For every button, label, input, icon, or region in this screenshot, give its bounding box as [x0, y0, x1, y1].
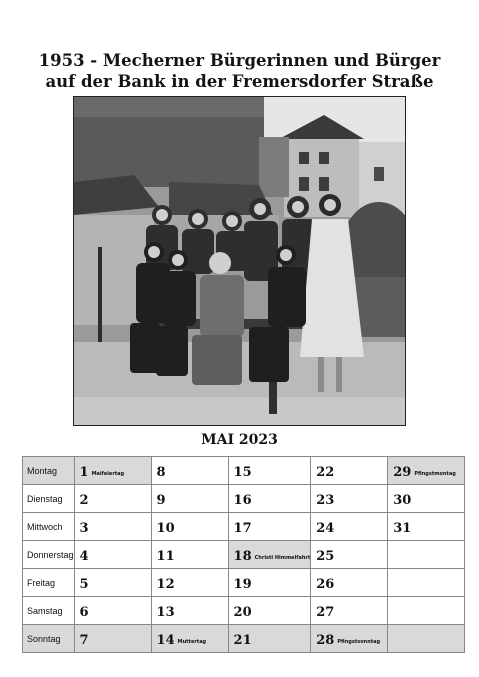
historical-photo	[73, 96, 406, 426]
date-number: 25	[316, 549, 335, 564]
date-number: 1	[79, 465, 89, 480]
calendar-date-cell[interactable]	[74, 597, 151, 625]
weekday-label: Freitag	[23, 569, 75, 597]
calendar-date-cell[interactable]	[228, 541, 311, 569]
calendar-date-cell[interactable]	[311, 541, 388, 569]
date-number: 21	[233, 633, 252, 648]
calendar-date-cell[interactable]	[74, 625, 151, 653]
calendar-date-cell[interactable]	[151, 541, 228, 569]
date-number: 14	[156, 633, 175, 648]
calendar-date-cell[interactable]	[151, 457, 228, 485]
week-row	[23, 457, 465, 485]
date-number: 2	[79, 493, 89, 508]
calendar-date-cell[interactable]	[311, 625, 388, 653]
weekday-label: Montag	[23, 457, 75, 485]
date-number: 27	[316, 605, 335, 620]
calendar-date-cell[interactable]	[388, 513, 465, 541]
calendar-date-cell[interactable]	[151, 485, 228, 513]
holiday-note: Christi Himmelfahrt	[254, 555, 311, 561]
calendar-date-cell[interactable]	[388, 541, 465, 569]
date-number: 23	[316, 493, 335, 508]
month-header: MAI 2023	[201, 432, 278, 448]
calendar-date-cell[interactable]	[228, 569, 311, 597]
date-number: 9	[156, 493, 166, 508]
weekday-label: Dienstag	[23, 485, 75, 513]
calendar-grid	[22, 456, 465, 653]
weekday-label: Donnerstag	[23, 541, 75, 569]
calendar-date-cell[interactable]	[311, 569, 388, 597]
date-number: 12	[156, 577, 175, 592]
calendar-date-cell[interactable]	[388, 485, 465, 513]
week-row	[23, 541, 465, 569]
calendar-date-cell[interactable]	[388, 597, 465, 625]
week-row	[23, 625, 465, 653]
date-number: 7	[79, 633, 89, 648]
week-row	[23, 597, 465, 625]
date-number: 24	[316, 521, 335, 536]
date-number: 8	[156, 465, 166, 480]
title-line-1: 1953 - Mecherner Bürgerinnen und Bürger	[38, 51, 441, 70]
holiday-note: Pfingstmontag	[414, 471, 456, 477]
calendar-date-cell[interactable]	[151, 597, 228, 625]
calendar-date-cell[interactable]	[228, 513, 311, 541]
date-number: 22	[316, 465, 335, 480]
calendar-date-cell[interactable]	[228, 597, 311, 625]
calendar-date-cell[interactable]	[388, 625, 465, 653]
date-number: 28	[316, 633, 335, 648]
calendar-date-cell[interactable]	[311, 597, 388, 625]
date-number: 26	[316, 577, 335, 592]
calendar-date-cell[interactable]	[388, 569, 465, 597]
week-row	[23, 513, 465, 541]
calendar-date-cell[interactable]	[311, 457, 388, 485]
title-line-2: auf der Bank in der Fremersdorfer Straße	[45, 72, 434, 91]
date-number: 5	[79, 577, 89, 592]
holiday-note: Muttertag	[177, 639, 207, 645]
calendar-title	[0, 50, 479, 92]
calendar-date-cell[interactable]	[228, 625, 311, 653]
week-row	[23, 485, 465, 513]
calendar-date-cell[interactable]	[151, 513, 228, 541]
date-number: 20	[233, 605, 252, 620]
calendar-date-cell[interactable]	[151, 569, 228, 597]
holiday-note: Maifeiertag	[91, 471, 125, 477]
calendar-date-cell[interactable]	[388, 457, 465, 485]
date-number: 17	[233, 521, 252, 536]
weekday-label: Mittwoch	[23, 513, 75, 541]
date-number: 13	[156, 605, 175, 620]
calendar-date-cell[interactable]	[74, 569, 151, 597]
date-number: 11	[156, 549, 175, 564]
calendar-date-cell[interactable]	[151, 625, 228, 653]
weekday-label: Samstag	[23, 597, 75, 625]
date-number: 18	[233, 549, 252, 564]
date-number: 4	[79, 549, 89, 564]
calendar-date-cell[interactable]	[311, 513, 388, 541]
week-row	[23, 569, 465, 597]
date-number: 31	[393, 521, 412, 536]
date-number: 3	[79, 521, 89, 536]
date-number: 16	[233, 493, 252, 508]
calendar-date-cell[interactable]	[74, 541, 151, 569]
date-number: 15	[233, 465, 252, 480]
weekday-label: Sonntag	[23, 625, 75, 653]
date-number: 30	[393, 493, 412, 508]
calendar-date-cell[interactable]	[228, 485, 311, 513]
calendar-date-cell[interactable]	[74, 485, 151, 513]
date-number: 29	[393, 465, 412, 480]
holiday-note: Pfingstsonntag	[337, 639, 381, 645]
date-number: 19	[233, 577, 252, 592]
calendar-date-cell[interactable]	[228, 457, 311, 485]
calendar-date-cell[interactable]	[74, 457, 151, 485]
calendar-date-cell[interactable]	[311, 485, 388, 513]
date-number: 6	[79, 605, 89, 620]
calendar-date-cell[interactable]	[74, 513, 151, 541]
date-number: 10	[156, 521, 175, 536]
